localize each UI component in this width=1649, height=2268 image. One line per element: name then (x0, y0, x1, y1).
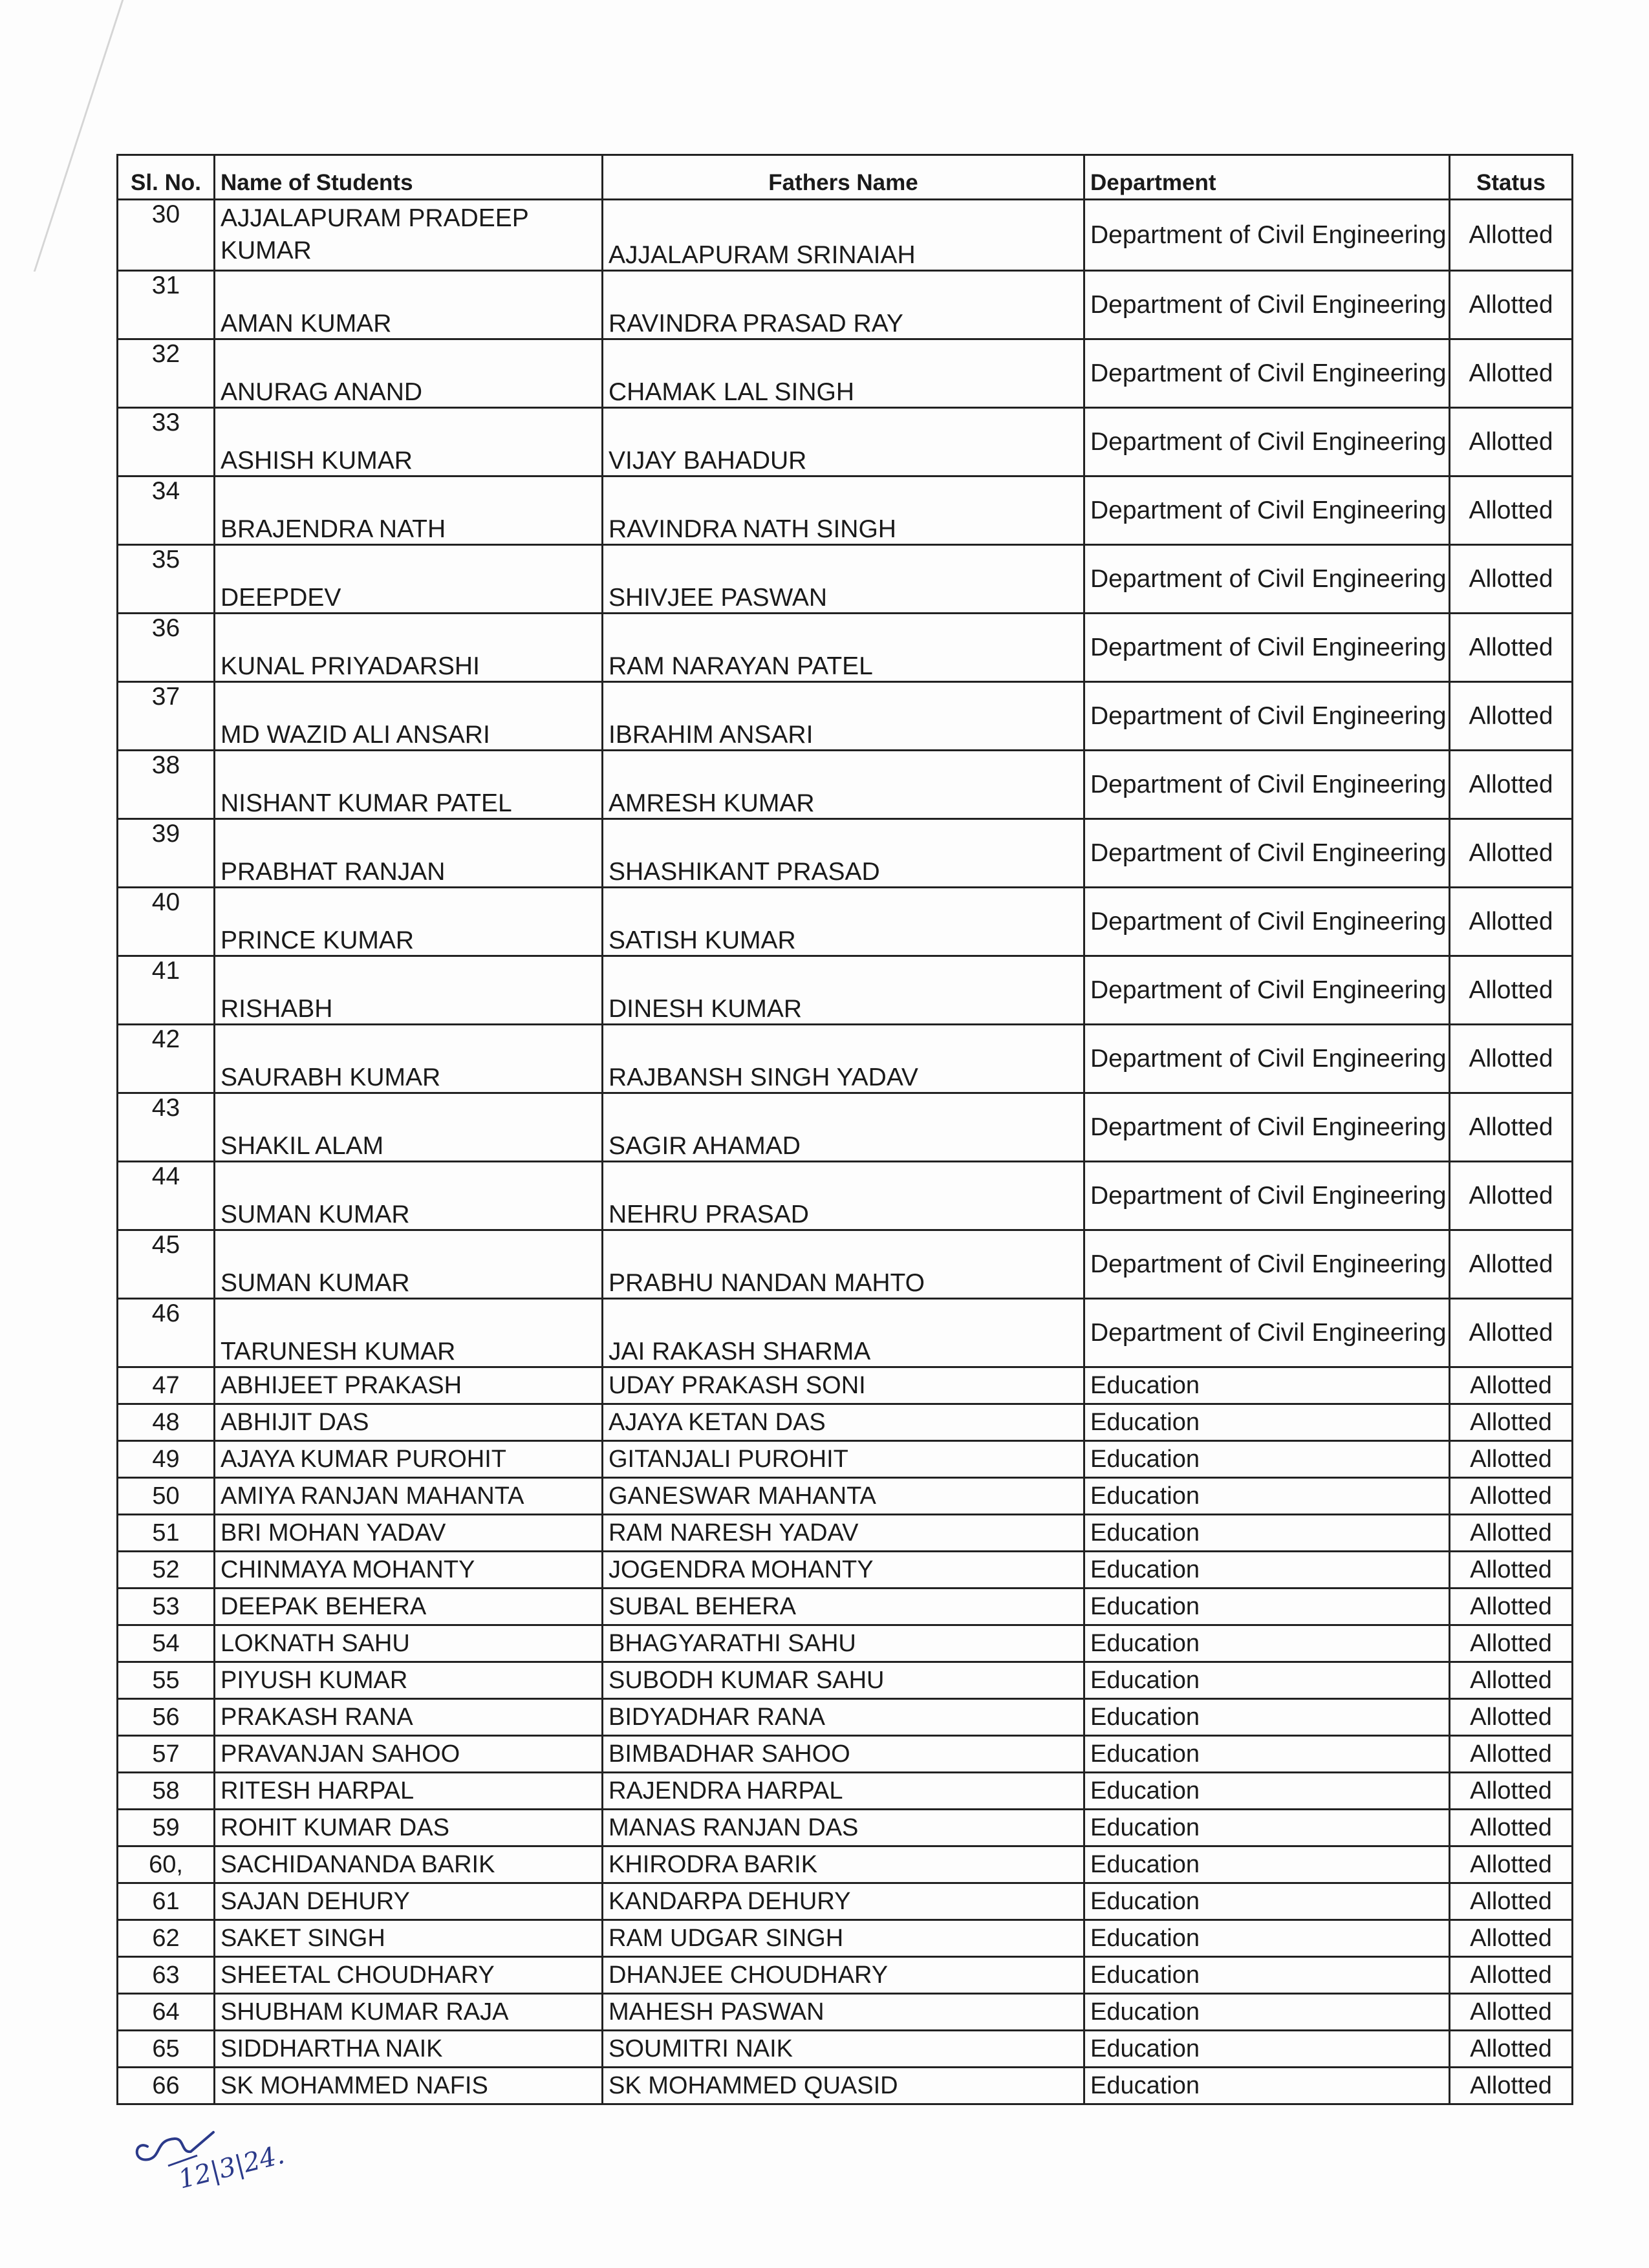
cell-sl-no: 30 (118, 200, 215, 271)
table-row (118, 1589, 1573, 1625)
cell-fathers-name: BIMBADHAR SAHOO (603, 1736, 1084, 1773)
cell-sl-no: 61 (118, 1883, 215, 1920)
cell-department: Education (1084, 1883, 1450, 1920)
cell-department: Department of Civil Engineering (1084, 339, 1450, 408)
cell-status: Allotted (1450, 819, 1573, 888)
cell-student-name: SAJAN DEHURY (215, 1883, 603, 1920)
cell-sl-no: 57 (118, 1736, 215, 1773)
cell-fathers-name: SK MOHAMMED QUASID (603, 2068, 1084, 2104)
cell-sl-no: 43 (118, 1093, 215, 1162)
table-row (118, 200, 1573, 271)
cell-status: Allotted (1450, 1478, 1573, 1515)
cell-status: Allotted (1450, 1299, 1573, 1367)
cell-fathers-name: BHAGYARATHI SAHU (603, 1625, 1084, 1662)
cell-fathers-name: SAGIR AHAMAD (603, 1093, 1084, 1162)
cell-student-name: SAURABH KUMAR (215, 1025, 603, 1093)
cell-department: Education (1084, 1552, 1450, 1589)
cell-sl-no: 36 (118, 614, 215, 682)
cell-sl-no: 49 (118, 1441, 215, 1478)
table-row (118, 1773, 1573, 1810)
cell-department: Education (1084, 1846, 1450, 1883)
cell-fathers-name: MANAS RANJAN DAS (603, 1810, 1084, 1846)
cell-student-name: SACHIDANANDA BARIK (215, 1846, 603, 1883)
cell-department: Education (1084, 1625, 1450, 1662)
cell-student-name: MD WAZID ALI ANSARI (215, 682, 603, 751)
cell-student-name: ANURAG ANAND (215, 339, 603, 408)
cell-sl-no: 38 (118, 751, 215, 819)
cell-fathers-name: BIDYADHAR RANA (603, 1699, 1084, 1736)
table-row (118, 2031, 1573, 2068)
cell-fathers-name: RAM UDGAR SINGH (603, 1920, 1084, 1957)
table-row (118, 1662, 1573, 1699)
cell-fathers-name: JAI RAKASH SHARMA (603, 1299, 1084, 1367)
cell-status: Allotted (1450, 476, 1573, 545)
cell-fathers-name: SOUMITRI NAIK (603, 2031, 1084, 2068)
cell-status: Allotted (1450, 1810, 1573, 1846)
cell-sl-no: 45 (118, 1230, 215, 1299)
cell-department: Department of Civil Engineering (1084, 1093, 1450, 1162)
cell-student-name: ABHIJIT DAS (215, 1404, 603, 1441)
table-row (118, 1883, 1573, 1920)
table-body (118, 200, 1573, 2104)
table-row (118, 1846, 1573, 1883)
cell-department: Department of Civil Engineering (1084, 1162, 1450, 1230)
table-row (118, 1736, 1573, 1773)
cell-status: Allotted (1450, 271, 1573, 339)
table-row (118, 271, 1573, 339)
cell-department: Education (1084, 1589, 1450, 1625)
cell-sl-no: 58 (118, 1773, 215, 1810)
cell-fathers-name: CHAMAK LAL SINGH (603, 339, 1084, 408)
table-row (118, 1810, 1573, 1846)
cell-student-name: SHUBHAM KUMAR RAJA (215, 1994, 603, 2031)
cell-student-name: PRABHAT RANJAN (215, 819, 603, 888)
cell-sl-no: 51 (118, 1515, 215, 1552)
cell-department: Education (1084, 1699, 1450, 1736)
cell-department: Department of Civil Engineering (1084, 956, 1450, 1025)
cell-student-name: SIDDHARTHA NAIK (215, 2031, 603, 2068)
cell-department: Education (1084, 1367, 1450, 1404)
table-row (118, 1230, 1573, 1299)
cell-department: Education (1084, 1920, 1450, 1957)
cell-fathers-name: SUBAL BEHERA (603, 1589, 1084, 1625)
cell-status: Allotted (1450, 888, 1573, 956)
cell-department: Department of Civil Engineering (1084, 1230, 1450, 1299)
cell-status: Allotted (1450, 408, 1573, 476)
cell-status: Allotted (1450, 1093, 1573, 1162)
cell-fathers-name: KHIRODRA BARIK (603, 1846, 1084, 1883)
cell-student-name: AMIYA RANJAN MAHANTA (215, 1478, 603, 1515)
cell-fathers-name: SUBODH KUMAR SAHU (603, 1662, 1084, 1699)
cell-department: Department of Civil Engineering (1084, 614, 1450, 682)
cell-status: Allotted (1450, 339, 1573, 408)
cell-department: Department of Civil Engineering (1084, 751, 1450, 819)
cell-status: Allotted (1450, 1404, 1573, 1441)
cell-sl-no: 32 (118, 339, 215, 408)
cell-sl-no: 55 (118, 1662, 215, 1699)
cell-sl-no: 41 (118, 956, 215, 1025)
cell-department: Education (1084, 1478, 1450, 1515)
table-row (118, 1699, 1573, 1736)
cell-sl-no: 35 (118, 545, 215, 614)
cell-status: Allotted (1450, 1920, 1573, 1957)
cell-fathers-name: AJAYA KETAN DAS (603, 1404, 1084, 1441)
cell-fathers-name: AJJALAPURAM SRINAIAH (603, 200, 1084, 271)
table-row (118, 888, 1573, 956)
cell-sl-no: 31 (118, 271, 215, 339)
cell-fathers-name: NEHRU PRASAD (603, 1162, 1084, 1230)
cell-status: Allotted (1450, 1552, 1573, 1589)
cell-fathers-name: RAVINDRA PRASAD RAY (603, 271, 1084, 339)
cell-department: Education (1084, 1404, 1450, 1441)
cell-student-name: SK MOHAMMED NAFIS (215, 2068, 603, 2104)
cell-student-name: BRI MOHAN YADAV (215, 1515, 603, 1552)
cell-student-name: AMAN KUMAR (215, 271, 603, 339)
cell-department: Department of Civil Engineering (1084, 271, 1450, 339)
cell-fathers-name: RAVINDRA NATH SINGH (603, 476, 1084, 545)
cell-student-name: SUMAN KUMAR (215, 1162, 603, 1230)
cell-department: Education (1084, 1662, 1450, 1699)
cell-sl-no: 47 (118, 1367, 215, 1404)
cell-department: Department of Civil Engineering (1084, 819, 1450, 888)
cell-status: Allotted (1450, 1367, 1573, 1404)
cell-fathers-name: DINESH KUMAR (603, 956, 1084, 1025)
student-allotment-table (116, 154, 1573, 2105)
cell-department: Education (1084, 2068, 1450, 2104)
table-row (118, 1093, 1573, 1162)
cell-department: Department of Civil Engineering (1084, 545, 1450, 614)
cell-fathers-name: UDAY PRAKASH SONI (603, 1367, 1084, 1404)
table-row (118, 1625, 1573, 1662)
cell-student-name: RISHABH (215, 956, 603, 1025)
cell-sl-no: 60, (118, 1846, 215, 1883)
header-sl-no: Sl. No. (118, 155, 215, 200)
cell-status: Allotted (1450, 545, 1573, 614)
cell-fathers-name: GANESWAR MAHANTA (603, 1478, 1084, 1515)
cell-sl-no: 52 (118, 1552, 215, 1589)
cell-status: Allotted (1450, 1230, 1573, 1299)
cell-sl-no: 65 (118, 2031, 215, 2068)
cell-fathers-name: RAM NARESH YADAV (603, 1515, 1084, 1552)
header-department: Department (1084, 155, 1450, 200)
cell-department: Department of Civil Engineering (1084, 200, 1450, 271)
cell-sl-no: 66 (118, 2068, 215, 2104)
cell-student-name: ROHIT KUMAR DAS (215, 1810, 603, 1846)
table-row (118, 1920, 1573, 1957)
table-header-row (118, 155, 1573, 200)
cell-fathers-name: JOGENDRA MOHANTY (603, 1552, 1084, 1589)
cell-department: Education (1084, 1736, 1450, 1773)
cell-department: Department of Civil Engineering (1084, 682, 1450, 751)
cell-sl-no: 54 (118, 1625, 215, 1662)
cell-student-name: KUNAL PRIYADARSHI (215, 614, 603, 682)
cell-fathers-name: SATISH KUMAR (603, 888, 1084, 956)
cell-department: Education (1084, 1957, 1450, 1994)
cell-department: Department of Civil Engineering (1084, 476, 1450, 545)
table-row (118, 1299, 1573, 1367)
cell-fathers-name: DHANJEE CHOUDHARY (603, 1957, 1084, 1994)
cell-student-name: TARUNESH KUMAR (215, 1299, 603, 1367)
table-row (118, 1994, 1573, 2031)
cell-status: Allotted (1450, 2068, 1573, 2104)
cell-status: Allotted (1450, 1441, 1573, 1478)
header-student-name: Name of Students (215, 155, 603, 200)
cell-status: Allotted (1450, 1025, 1573, 1093)
header-status: Status (1450, 155, 1573, 200)
cell-student-name: SHAKIL ALAM (215, 1093, 603, 1162)
cell-status: Allotted (1450, 1957, 1573, 1994)
cell-student-name: CHINMAYA MOHANTY (215, 1552, 603, 1589)
cell-sl-no: 37 (118, 682, 215, 751)
cell-sl-no: 63 (118, 1957, 215, 1994)
cell-sl-no: 50 (118, 1478, 215, 1515)
table-row (118, 1162, 1573, 1230)
cell-status: Allotted (1450, 2031, 1573, 2068)
cell-sl-no: 48 (118, 1404, 215, 1441)
svg-text:12|3|24.: 12|3|24. (175, 2139, 288, 2195)
cell-sl-no: 64 (118, 1994, 215, 2031)
table-row (118, 2068, 1573, 2104)
cell-status: Allotted (1450, 956, 1573, 1025)
cell-department: Education (1084, 1773, 1450, 1810)
cell-student-name: ASHISH KUMAR (215, 408, 603, 476)
cell-fathers-name: AMRESH KUMAR (603, 751, 1084, 819)
cell-fathers-name: RAJENDRA HARPAL (603, 1773, 1084, 1810)
cell-department: Education (1084, 1994, 1450, 2031)
cell-student-name: PIYUSH KUMAR (215, 1662, 603, 1699)
cell-sl-no: 40 (118, 888, 215, 956)
cell-student-name: PRINCE KUMAR (215, 888, 603, 956)
cell-sl-no: 42 (118, 1025, 215, 1093)
cell-sl-no: 33 (118, 408, 215, 476)
cell-status: Allotted (1450, 682, 1573, 751)
table-row (118, 682, 1573, 751)
cell-department: Education (1084, 1515, 1450, 1552)
cell-fathers-name: SHASHIKANT PRASAD (603, 819, 1084, 888)
cell-sl-no: 56 (118, 1699, 215, 1736)
cell-fathers-name: RAJBANSH SINGH YADAV (603, 1025, 1084, 1093)
cell-sl-no: 39 (118, 819, 215, 888)
cell-status: Allotted (1450, 1883, 1573, 1920)
cell-student-name: DEEPAK BEHERA (215, 1589, 603, 1625)
cell-sl-no: 34 (118, 476, 215, 545)
cell-fathers-name: KANDARPA DEHURY (603, 1883, 1084, 1920)
table-row (118, 476, 1573, 545)
table-row (118, 1515, 1573, 1552)
cell-status: Allotted (1450, 614, 1573, 682)
cell-status: Allotted (1450, 1625, 1573, 1662)
cell-sl-no: 53 (118, 1589, 215, 1625)
cell-fathers-name: RAM NARAYAN PATEL (603, 614, 1084, 682)
cell-department: Department of Civil Engineering (1084, 888, 1450, 956)
cell-status: Allotted (1450, 1846, 1573, 1883)
cell-department: Education (1084, 2031, 1450, 2068)
table-row (118, 1478, 1573, 1515)
cell-status: Allotted (1450, 1699, 1573, 1736)
cell-status: Allotted (1450, 1162, 1573, 1230)
table-row (118, 1367, 1573, 1404)
table-row (118, 1404, 1573, 1441)
cell-student-name: PRAVANJAN SAHOO (215, 1736, 603, 1773)
cell-department: Department of Civil Engineering (1084, 408, 1450, 476)
table-row (118, 1552, 1573, 1589)
cell-student-name: DEEPDEV (215, 545, 603, 614)
table-row (118, 819, 1573, 888)
table-row (118, 1025, 1573, 1093)
cell-department: Department of Civil Engineering (1084, 1025, 1450, 1093)
cell-department: Department of Civil Engineering (1084, 1299, 1450, 1367)
cell-department: Education (1084, 1441, 1450, 1478)
cell-status: Allotted (1450, 1515, 1573, 1552)
table-row (118, 339, 1573, 408)
cell-status: Allotted (1450, 1736, 1573, 1773)
cell-student-name: RITESH HARPAL (215, 1773, 603, 1810)
handwritten-signature (129, 2127, 297, 2231)
cell-status: Allotted (1450, 200, 1573, 271)
table-row (118, 614, 1573, 682)
cell-student-name: BRAJENDRA NATH (215, 476, 603, 545)
cell-sl-no: 62 (118, 1920, 215, 1957)
cell-sl-no: 59 (118, 1810, 215, 1846)
cell-student-name: NISHANT KUMAR PATEL (215, 751, 603, 819)
cell-student-name: AJJALAPURAM PRADEEP KUMAR (215, 200, 603, 271)
cell-student-name: LOKNATH SAHU (215, 1625, 603, 1662)
cell-fathers-name: IBRAHIM ANSARI (603, 682, 1084, 751)
table-row (118, 1441, 1573, 1478)
cell-fathers-name: VIJAY BAHADUR (603, 408, 1084, 476)
cell-fathers-name: PRABHU NANDAN MAHTO (603, 1230, 1084, 1299)
table-row (118, 956, 1573, 1025)
cell-status: Allotted (1450, 1994, 1573, 2031)
cell-status: Allotted (1450, 1589, 1573, 1625)
cell-student-name: SUMAN KUMAR (215, 1230, 603, 1299)
cell-sl-no: 46 (118, 1299, 215, 1367)
table-row (118, 1957, 1573, 1994)
cell-status: Allotted (1450, 751, 1573, 819)
cell-status: Allotted (1450, 1662, 1573, 1699)
cell-department: Education (1084, 1810, 1450, 1846)
cell-fathers-name: MAHESH PASWAN (603, 1994, 1084, 2031)
cell-fathers-name: SHIVJEE PASWAN (603, 545, 1084, 614)
cell-fathers-name: GITANJALI PUROHIT (603, 1441, 1084, 1478)
table-row (118, 545, 1573, 614)
table-row (118, 408, 1573, 476)
cell-student-name: AJAYA KUMAR PUROHIT (215, 1441, 603, 1478)
table-row (118, 751, 1573, 819)
cell-student-name: ABHIJEET PRAKASH (215, 1367, 603, 1404)
cell-student-name: PRAKASH RANA (215, 1699, 603, 1736)
cell-sl-no: 44 (118, 1162, 215, 1230)
cell-status: Allotted (1450, 1773, 1573, 1810)
header-fathers-name: Fathers Name (603, 155, 1084, 200)
cell-student-name: SHEETAL CHOUDHARY (215, 1957, 603, 1994)
cell-student-name: SAKET SINGH (215, 1920, 603, 1957)
